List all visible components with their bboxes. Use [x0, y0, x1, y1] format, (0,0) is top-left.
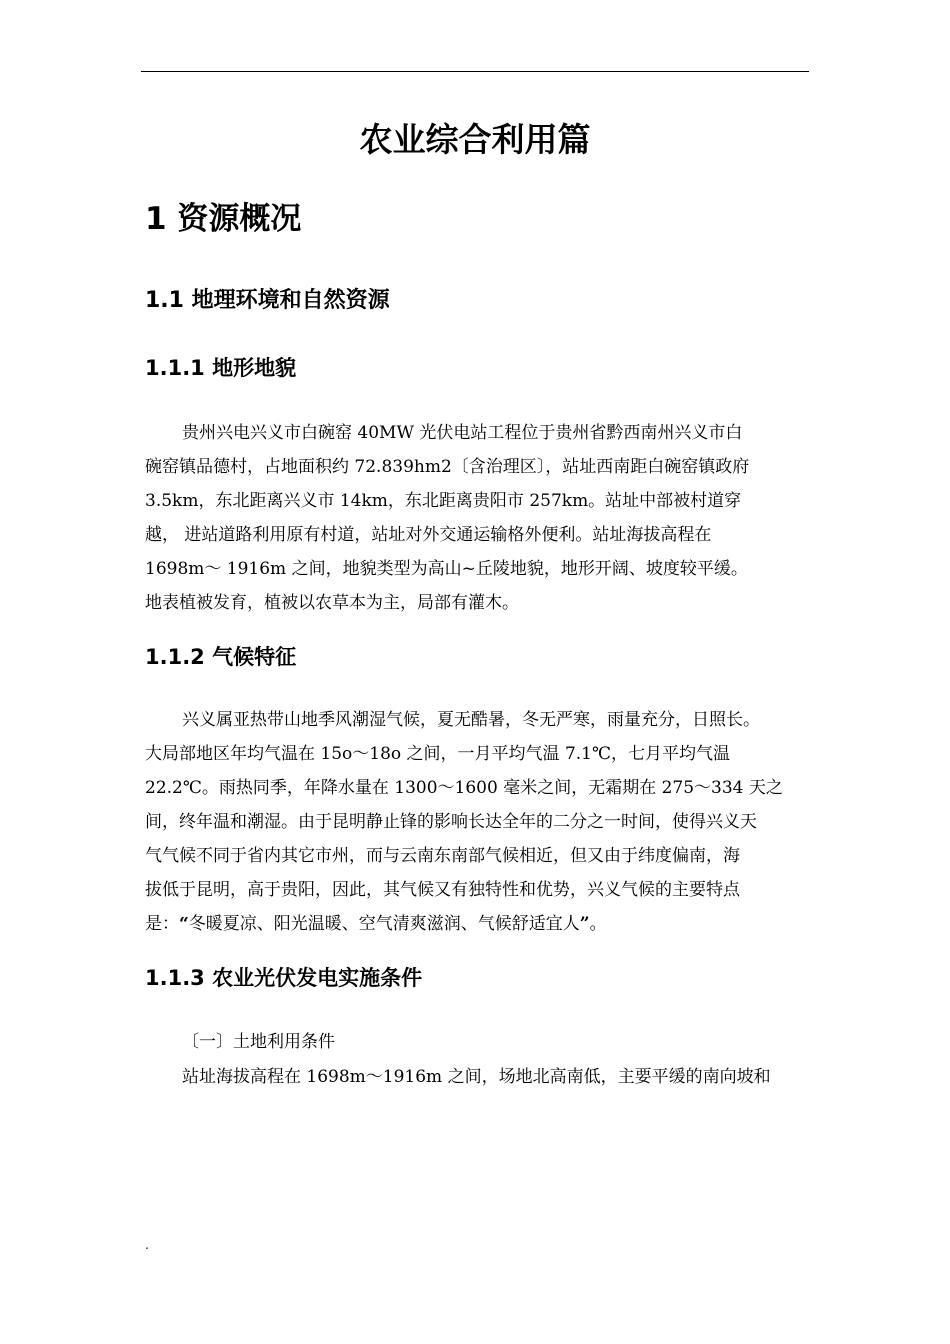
paragraph-line: 气气候不同于省内其它市州，而与云南东南部气候相近，但又由于纬度偏南，海	[145, 846, 740, 866]
document-title: 农业综合利用篇	[359, 120, 591, 159]
quote-close-mark: ”	[579, 914, 590, 934]
paragraph-line: 间，终年温和潮湿。由于昆明静止锋的影响长达全年的二分之一时间，使得兴义天	[145, 812, 757, 832]
quote-prefix: 是：	[145, 914, 179, 934]
paragraph-line: 碗窑镇品德村，占地面积约 72.839hm2〔含治理区〕，站址西南距白碗窑镇政府	[145, 457, 750, 477]
footer-mark: .	[145, 1238, 149, 1252]
paragraph-line: 3.5km，东北距离兴义市 14km，东北距离贵阳市 257km。站址中部被村道穿	[145, 491, 742, 511]
climate-features-quote: 冬暖夏凉、阳光温暖、空气清爽滋润、气候舒适宜人	[188, 914, 580, 934]
paragraph-line-quote	[145, 912, 607, 936]
paragraph-line: 拔低于昆明，高于贵阳，因此，其气候又有独特性和优势，兴义气候的主要特点	[145, 880, 740, 900]
section-heading-1-1-1: 1.1.1 地形地貌	[145, 356, 297, 380]
paragraph-line: 站址海拔高程在 1698m～1916m 之间，场地北高南低，主要平缓的南向坡和	[182, 1067, 771, 1087]
chapter-heading: 1 资源概况	[145, 201, 302, 237]
subheading-land-use: 〔一〕土地利用条件	[182, 1032, 335, 1052]
paragraph-line: 1698m～ 1916m 之间，地貌类型为高山~丘陵地貌，地形开阔、坡度较平缓。	[145, 559, 748, 579]
paragraph-line: 地表植被发育，植被以农草本为主，局部有灌木。	[145, 593, 519, 613]
quote-suffix: 。	[589, 914, 607, 934]
paragraph-line: 兴义属亚热带山地季风潮湿气候，夏无酷暑，冬无严寒，雨量充分，日照长。	[182, 710, 760, 730]
quote-open-mark: “	[179, 914, 189, 934]
paragraph-line: 大局部地区年均气温在 15o～18o 之间，一月平均气温 7.1℃，七月平均气温	[145, 744, 730, 764]
paragraph-line: 贵州兴电兴义市白碗窑 40MW 光伏电站工程位于贵州省黔西南州兴义市白	[182, 423, 743, 443]
paragraph-line: 越， 进站道路利用原有村道，站址对外交通运输格外便利。站址海拔高程在	[145, 525, 712, 545]
section-heading-1-1-2: 1.1.2 气候特征	[145, 645, 297, 669]
paragraph-line: 22.2℃。雨热同季，年降水量在 1300～1600 毫米之间，无霜期在 275～334 天之	[145, 778, 783, 798]
section-heading-1-1-3: 1.1.3 农业光伏发电实施条件	[145, 966, 423, 990]
header-rule	[141, 71, 809, 72]
section-heading-1-1: 1.1 地理环境和自然资源	[145, 288, 390, 313]
